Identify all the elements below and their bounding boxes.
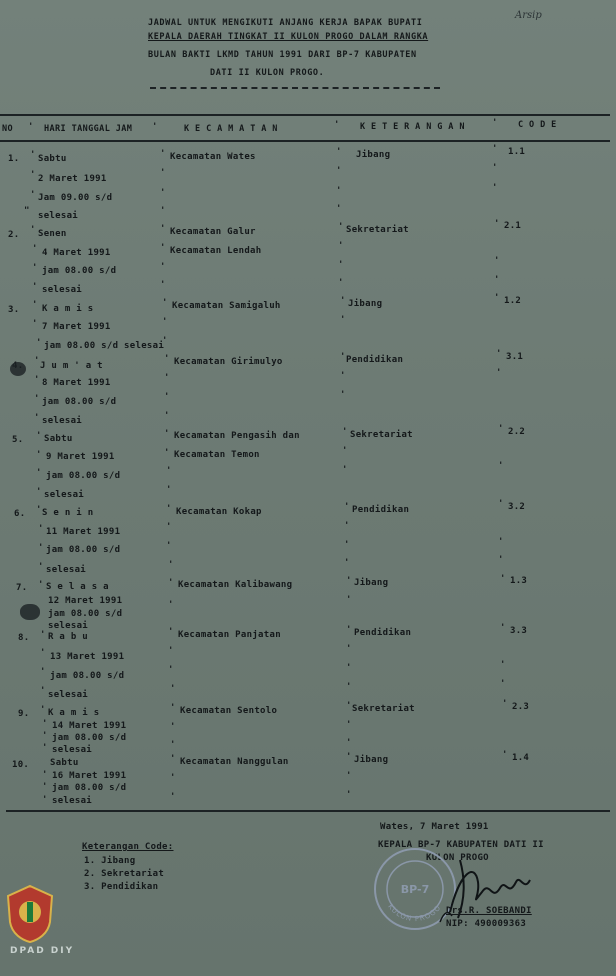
row-keterangan: Jibang bbox=[356, 150, 391, 160]
archive-emblem bbox=[4, 884, 56, 944]
row-kecamatan: Kecamatan Kalibawang bbox=[178, 580, 293, 590]
row-kecamatan: Kecamatan Wates bbox=[170, 152, 256, 162]
row-number: 2. bbox=[8, 230, 20, 240]
signature-office-line-1: KEPALA BP-7 KABUPATEN DATI II bbox=[378, 840, 544, 850]
column-divider: ' bbox=[492, 118, 498, 128]
row-kecamatan: Kecamatan Nanggulan bbox=[180, 757, 289, 767]
row-date: 14 Maret 1991 bbox=[52, 721, 127, 731]
row-kecamatan: Kecamatan Samigaluh bbox=[172, 301, 281, 311]
row-time-end: selesai bbox=[48, 621, 89, 631]
row-day: K a m i s bbox=[48, 708, 100, 718]
row-code: 3.1 bbox=[506, 352, 524, 362]
column-header-no: NO bbox=[2, 124, 14, 134]
row-code: 2.3 bbox=[512, 702, 530, 712]
row-time-end: selesai bbox=[52, 796, 93, 806]
row-number: 5. bbox=[12, 435, 24, 445]
row-date: 11 Maret 1991 bbox=[46, 527, 121, 537]
row-time-end: selesai bbox=[48, 690, 89, 700]
row-kecamatan: Kecamatan Panjatan bbox=[178, 630, 281, 640]
row-time: jam 08.00 s/d bbox=[46, 471, 121, 481]
row-number: 7. bbox=[16, 583, 28, 593]
row-code: 1.3 bbox=[510, 576, 528, 586]
row-time: jam 08.00 s/d bbox=[46, 545, 121, 555]
title-line-4: DATI II KULON PROGO. bbox=[210, 68, 325, 78]
row-keterangan: Jibang bbox=[348, 299, 383, 309]
stamp-text: BP-7 bbox=[400, 883, 430, 896]
row-keterangan: Jibang bbox=[354, 578, 389, 588]
column-header-keterangan: K E T E R A N G A N bbox=[360, 122, 465, 132]
row-keterangan: Jibang bbox=[354, 755, 389, 765]
row-code: 3.2 bbox=[508, 502, 526, 512]
row-number: 1. bbox=[8, 154, 20, 164]
row-day: R a b u bbox=[48, 632, 89, 642]
row-keterangan: Pendidikan bbox=[352, 505, 410, 515]
row-time: jam 08.00 s/d selesai bbox=[44, 341, 165, 351]
row-keterangan: Pendidikan bbox=[354, 628, 412, 638]
row-time: jam 08.00 s/d bbox=[42, 266, 117, 276]
row-date: 16 Maret 1991 bbox=[52, 771, 127, 781]
row-time: jam 08.00 s/d bbox=[42, 397, 117, 407]
row-time: Jam 09.00 s/d bbox=[38, 193, 113, 203]
row-time-end: selesai bbox=[42, 416, 83, 426]
row-number: 3. bbox=[8, 305, 20, 315]
row-time: jam 08.00 s/d bbox=[52, 783, 127, 793]
handwritten-note: Arsip bbox=[515, 10, 542, 21]
ink-blot bbox=[10, 362, 26, 376]
row-kecamatan: Kecamatan Galur bbox=[170, 227, 256, 237]
row-day: Senen bbox=[38, 229, 67, 239]
row-code: 2.1 bbox=[504, 221, 522, 231]
title-line-3: BULAN BAKTI LKMD TAHUN 1991 DARI BP-7 KABUPATEN bbox=[148, 50, 417, 60]
row-time-end: selesai bbox=[46, 565, 87, 575]
row-day: J u m ' a t bbox=[40, 361, 103, 371]
row-kecamatan: Kecamatan Sentolo bbox=[180, 706, 278, 716]
row-number: 9. bbox=[18, 709, 30, 719]
row-time: jam 08.00 s/d bbox=[52, 733, 127, 743]
row-code: 2.2 bbox=[508, 427, 526, 437]
signature-place-date: Wates, 7 Maret 1991 bbox=[380, 822, 489, 832]
table-top-rule bbox=[0, 114, 610, 116]
signatory-name: Drs.R. SOEBANDI bbox=[446, 906, 532, 916]
row-number: 8. bbox=[18, 633, 30, 643]
row-date: 9 Maret 1991 bbox=[46, 452, 115, 462]
watermark-text: DPAD DIY bbox=[10, 946, 75, 956]
handwritten-signature bbox=[420, 852, 540, 928]
title-underline bbox=[150, 87, 440, 89]
row-time-end: selesai bbox=[44, 490, 85, 500]
row-keterangan: Sekretariat bbox=[350, 430, 413, 440]
row-time-end: selesai bbox=[38, 211, 79, 221]
row-date: 7 Maret 1991 bbox=[42, 322, 111, 332]
column-divider: ' bbox=[334, 120, 340, 130]
row-date: 12 Maret 1991 bbox=[48, 596, 123, 606]
row-code: 3.3 bbox=[510, 626, 528, 636]
row-day: Sabtu bbox=[44, 434, 73, 444]
row-keterangan: Sekretariat bbox=[352, 704, 415, 714]
column-divider: ' bbox=[152, 122, 158, 132]
legend-item-1: 1. Jibang bbox=[84, 856, 136, 866]
row-keterangan: Pendidikan bbox=[346, 355, 404, 365]
column-header-date: HARI TANGGAL JAM bbox=[44, 124, 133, 134]
row-day: K a m i s bbox=[42, 304, 94, 314]
row-kecamatan-2: Kecamatan Temon bbox=[174, 450, 260, 460]
row-kecamatan: Kecamatan Pengasih dan bbox=[174, 431, 300, 441]
row-kecamatan-2: Kecamatan Lendah bbox=[170, 246, 262, 256]
row-time-end: selesai bbox=[52, 745, 93, 755]
row-day: S e n i n bbox=[42, 508, 94, 518]
legend-item-2: 2. Sekretariat bbox=[84, 869, 165, 879]
signatory-nip: NIP: 490009363 bbox=[446, 919, 527, 929]
row-kecamatan: Kecamatan Girimulyo bbox=[174, 357, 283, 367]
row-keterangan: Sekretariat bbox=[346, 225, 409, 235]
column-divider: ' bbox=[28, 122, 34, 132]
row-time: jam 08.00 s/d bbox=[50, 671, 125, 681]
row-kecamatan: Kecamatan Kokap bbox=[176, 507, 262, 517]
table-header-rule bbox=[0, 140, 610, 142]
row-code: 1.4 bbox=[512, 753, 530, 763]
legend-item-3: 3. Pendidikan bbox=[84, 882, 159, 892]
row-day: S e l a s a bbox=[46, 582, 109, 592]
row-number: 6. bbox=[14, 509, 26, 519]
row-time-end: selesai bbox=[42, 285, 83, 295]
legend-title: Keterangan Code: bbox=[82, 842, 174, 852]
row-date: 4 Maret 1991 bbox=[42, 248, 111, 258]
row-day: Sabtu bbox=[38, 154, 67, 164]
column-header-kecamatan: K E C A M A T A N bbox=[184, 124, 278, 134]
row-date: 2 Maret 1991 bbox=[38, 174, 107, 184]
table-bottom-rule bbox=[6, 810, 610, 812]
row-time: jam 08.00 s/d bbox=[48, 609, 123, 619]
row-day: Sabtu bbox=[50, 758, 79, 768]
title-line-2: KEPALA DAERAH TINGKAT II KULON PROGO DALAM RANGKA bbox=[148, 32, 429, 42]
row-date: 13 Maret 1991 bbox=[50, 652, 125, 662]
row-date: 8 Maret 1991 bbox=[42, 378, 111, 388]
signature-office-line-2: KULON PROGO bbox=[426, 853, 489, 863]
row-number: 10. bbox=[12, 760, 30, 770]
document-page: Arsip JADWAL UNTUK MENGIKUTI ANJANG KERJA BAPAK BUPATI KEPALA DAERAH TINGKAT II KULON PROGO DALAM RANGKA BULAN BAKTI LKMD TAHUN 1991 DARI BP-7 KABUPATEN DATI II KULON PROGO. NO HARI TANGGAL JAM K E C A M A T A N K E T E R A N G A N C O D E ' ' ' ' 1. Sabtu 2 Maret 1991 Jam 09.00 s/d selesai Kecamatan Wates Jibang 1.1 2. Senen 4 Maret 1991 jam 08.00 s/d selesai Kecamatan Galur Kecamatan Lendah Sekretariat 2.1 3. K a m i s 7 Maret 1991 jam 08.00 s/d selesai Kecamatan Samigaluh Jibang 1.2 J u m ' a t 8 Maret 1991 jam 08.00 s/d selesai Kecamatan Girimulyo Pendidikan 3.1 5. Sabtu 9 Maret 1991 jam 08.00 s/d selesai Kecamatan Pengasih dan Kecamatan Temon Sekretariat 2.2 6. S e n i n 11 Maret 1991 jam 08.00 s/d selesai Kecamatan Kokap Pendidikan 3.2 7. S e l a s a 12 Maret 1991 jam 08.00 s/d selesai Kecamatan Kalibawang Jibang 1.3 8. R a b u 13 Maret 1991 jam 08.00 s/d selesai Kecamatan Panjatan Pendidikan 3.3 9. K a m i s 14 Maret 1991 jam 08.00 s/d selesai Kecamatan Sentolo Sekretariat 2.3 10. Sabtu 16 Maret 1991 jam 08.00 s/d selesai Kecamatan Nanggulan Jibang 1.4 ' ' ' " ' ' ' ' ' ' ' ' ' ' ' ' ' ' ' ' ' ' ' ' ' ' ' ' ' ' ' ' ' ' ' ' ' ' ' ' ' ' ' ' ' ' ' ' ' ' ' ' ' ' ' ' ' ' ' ' ' ' ' ' ' ' ' ' ' ' ' ' ' ' ' ' ' ' ' ' ' ' ' ' ' ' ' ' ' ' ' ' ' ' ' ' ' ' ' ' ' ' ' ' ' ' ' ' ' ' ' ' ' ' ' ' ' ' ' ' ' ' Keterangan Code: 1. Jibang 2. Sekretariat 3. Pendidikan Wates, 7 Maret 1991 KEPALA BP-7 KABUPATEN DATI II KULON PROGO KULON PROGO BP-7 Drs.R. SOEBANDI NIP: 490009363 DPAD DIY bbox=[0, 0, 616, 976]
stamp-ring-text: KULON PROGO bbox=[386, 902, 443, 924]
title-line-1: JADWAL UNTUK MENGIKUTI ANJANG KERJA BAPAK BUPATI bbox=[148, 18, 423, 28]
column-header-code: C O D E bbox=[518, 120, 557, 130]
row-code: 1.2 bbox=[504, 296, 522, 306]
ink-blot bbox=[20, 604, 40, 620]
row-code: 1.1 bbox=[508, 147, 526, 157]
